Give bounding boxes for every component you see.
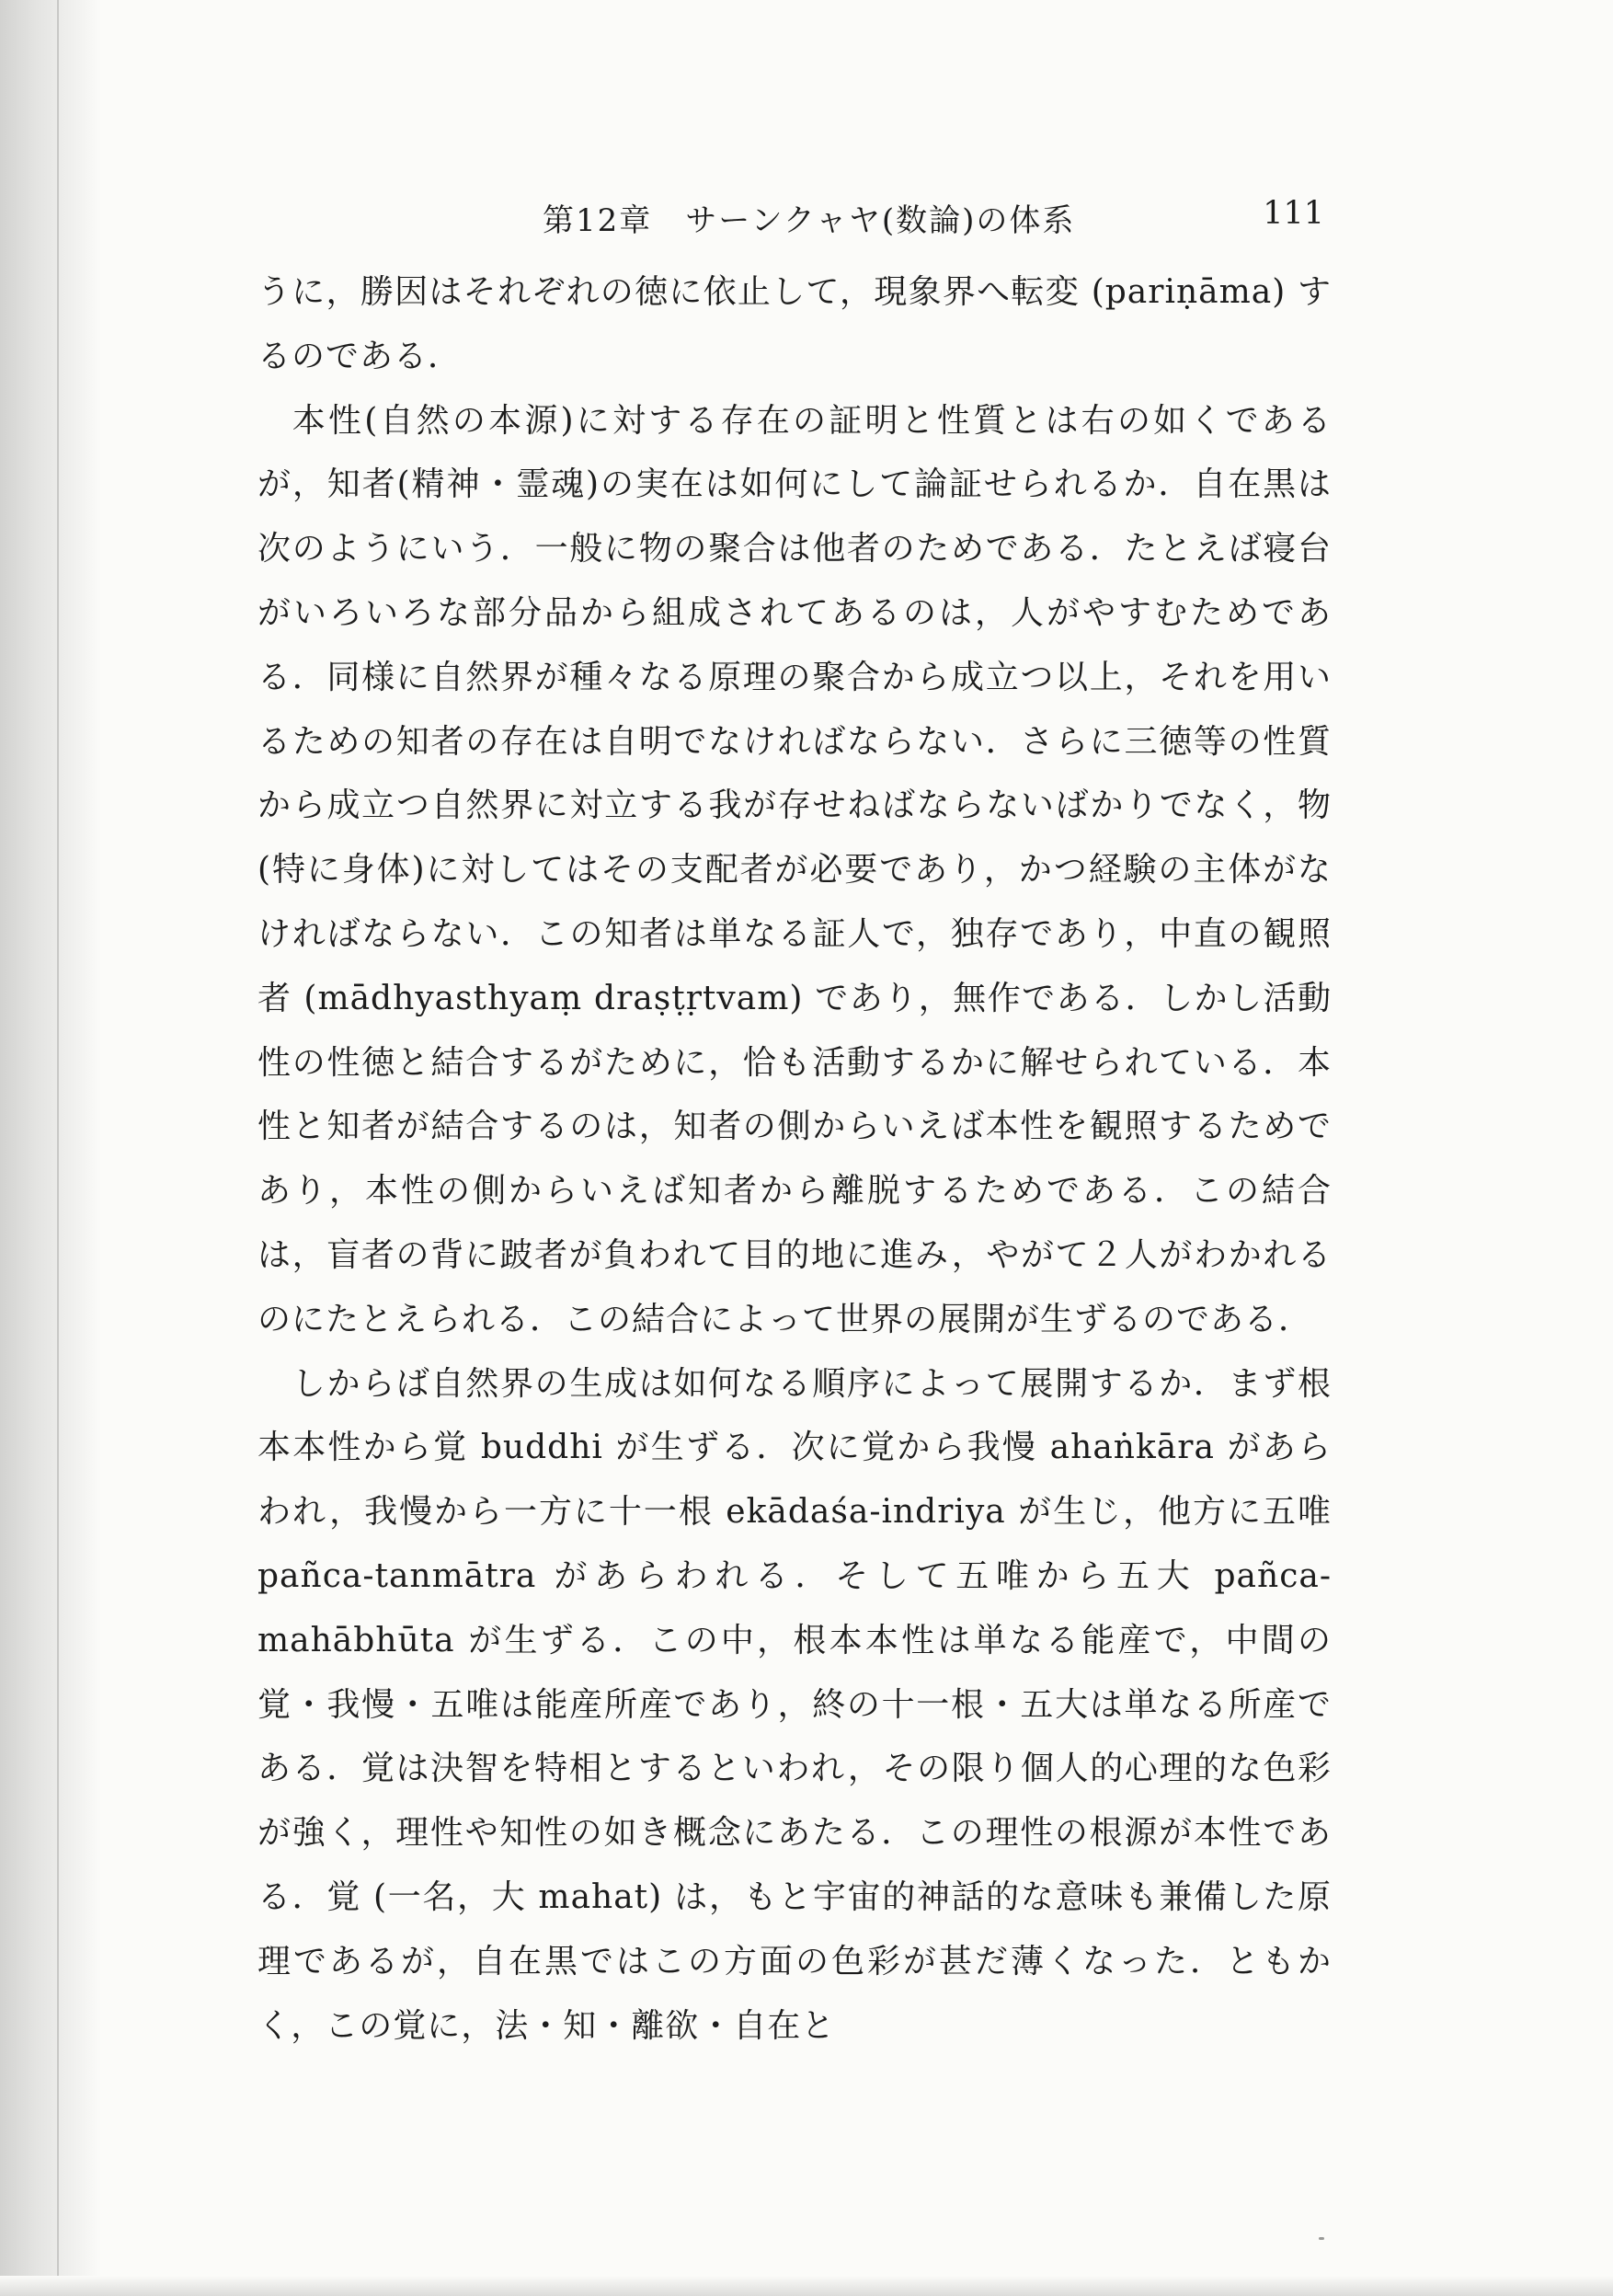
page-body: [257, 260, 1332, 2058]
scan-speck: [1319, 2237, 1324, 2240]
scan-shadow-edge: [0, 0, 101, 2296]
scan-fold-line: [57, 0, 59, 2296]
scan-bottom-edge: [0, 2276, 1613, 2296]
paragraph: しからば自然界の生成は如何なる順序によって展開するか．まず根本本性から覚 buddhi が生ずる．次に覚から我慢 ahaṅkāra があらわれ，我慢から一方に十一根 ekādaśa-indriya が生じ，他方に五唯 pañca-tanmātra があらわれる．そして五唯から五大 pañca-mahābhūta が生ずる．この中，根本本性は単なる能産で，中間の覚・我慢・五唯は能産所産であり，終の十一根・五大は単なる所産である．覚は決智を特相とするといわれ，その限り個人的心理的な色彩が強く，理性や知性の如き概念にあたる．この理性の根源が本性である．覚 (一名，大 mahat) は，もと宇宙的神話的な意味も兼備した原理であるが，自在黒ではこの方面の色彩が甚だ薄くなった．ともかく，この覚に，法・知・離欲・自在と: [257, 1364, 1332, 2045]
chapter-title: 第12章 サーンクャヤ(数論)の体系: [543, 202, 1076, 239]
page-number: 111: [1263, 195, 1324, 232]
running-header: [257, 195, 1324, 241]
paragraph: 本性(自然の本源)に対する存在の証明と性質とは右の如くであるが，知者(精神・霊魂)の実在は如何にして論証せられるか．自在黒は次のようにいう．一般に物の聚合は他者のためである．たとえば寝台がいろいろな部分品から組成されてあるのは，人がやすむためである．同様に自然界が種々なる原理の聚合から成立つ以上，それを用いるための知者の存在は自明でなければならない．さらに三徳等の性質から成立つ自然界に対立する我が存せねばならないばかりでなく，物(特に身体)に対してはその支配者が必要であり，かつ経験の主体がなければならない．この知者は単なる証人で，独存であり，中直の観照者 (mādhyasthyaṃ draṣṭṛtvam) であり，無作である．しかし活動性の性徳と結合するがために，恰も活動するかに解せられている．本性と知者が結合するのは，知者の側からいえば本性を観照するためであり，本性の側からいえば知者から離脱するためである．この結合は，盲者の背に跛者が負われて目的地に進み，やがて２人がわかれるのにたとえられる．この結合によって世界の展開が生ずるのである．: [257, 401, 1332, 1338]
paragraph: うに，勝因はそれぞれの徳に依止して，現象界へ転変 (pariṇāma) するのである．: [257, 273, 1332, 375]
